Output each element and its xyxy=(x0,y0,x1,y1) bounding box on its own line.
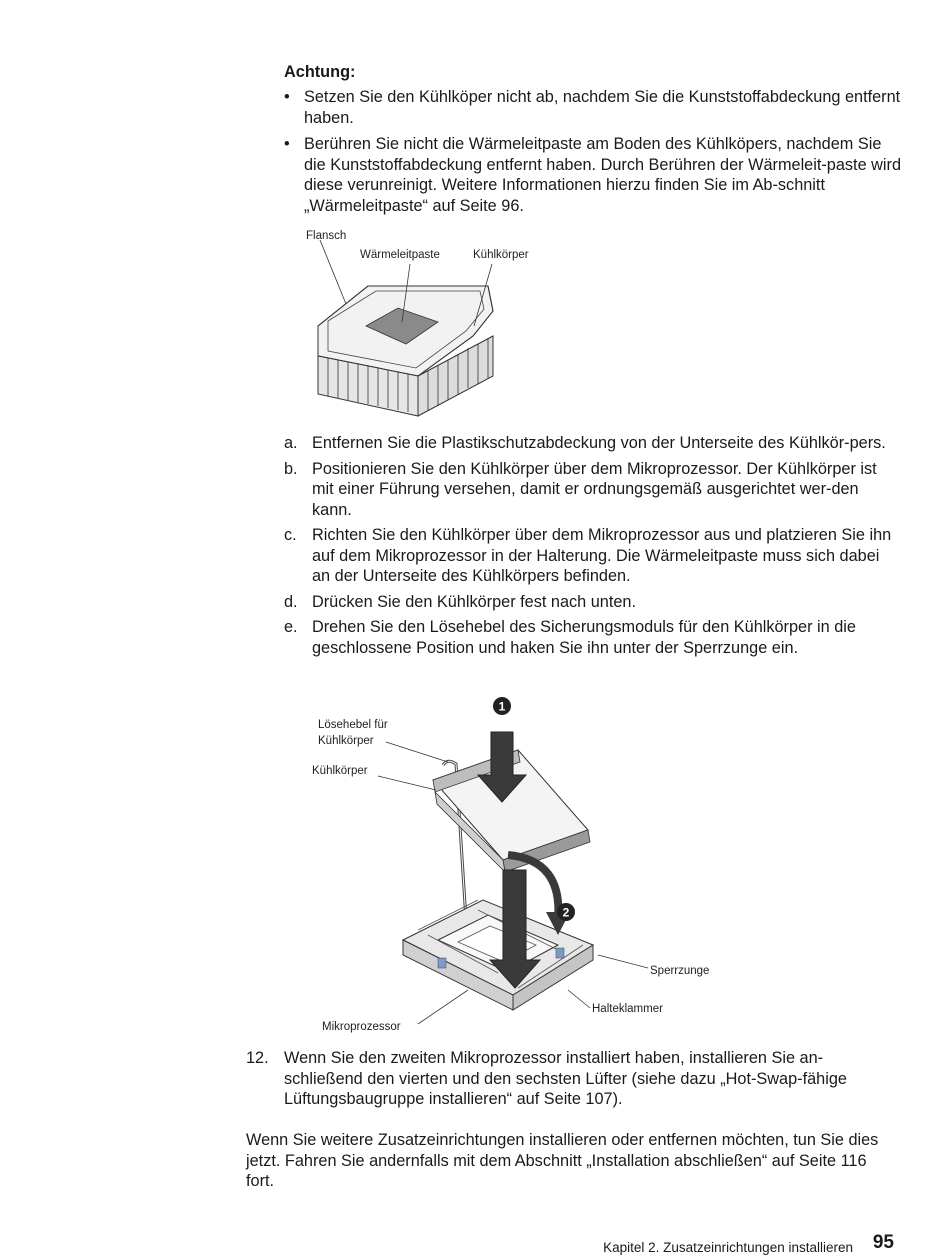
step-12 xyxy=(246,1048,896,1110)
step-list xyxy=(284,433,899,663)
page-number: 95 xyxy=(872,1232,894,1253)
heatsink-label: Kühlkörper xyxy=(473,249,529,261)
step-marker: d. xyxy=(284,592,298,611)
step-marker: a. xyxy=(284,434,298,452)
attention-heading: Achtung: xyxy=(284,63,356,81)
step-text: Drücken Sie den Kühlkörper fest nach unten. xyxy=(312,592,637,611)
attention-bullet: • Berühren Sie nicht die Wärmeleitpaste am Boden des Kühlköpers, nachdem Sie die Kunststoffabdeckung entfernt haben. Durch Berühren der Wärmeleit-paste wird diese verunreinigt. Weitere Informationen hierzu finden Sie im Ab-schnitt „Wärmeleitpaste“ auf Seite 96. xyxy=(284,134,904,216)
step-12-number: 12. xyxy=(246,1049,269,1067)
step-marker: b. xyxy=(284,459,298,478)
footer-chapter: Kapitel 2. Zusatzeinrichtungen installieren xyxy=(603,1240,853,1255)
step-text: Positionieren Sie den Kühlkörper über dem Mikroprozessor. Der Kühlkörper ist mit einer Führung versehen, damit er ordnungsgemäß ausgerichtet wer-den kann. xyxy=(312,459,877,519)
release-lever-label-2: Kühlkörper xyxy=(318,735,374,747)
step-item xyxy=(284,592,899,613)
step-text: Drehen Sie den Lösehebel des Sicherungsmoduls für den Kühlkörper in die geschlossene Position und haken Sie ihn unter der Sperrzunge ein. xyxy=(312,618,856,657)
release-lever-label: Lösehebel für xyxy=(318,719,388,731)
step-text: Richten Sie den Kühlkörper über dem Mikroprozessor aus und platzieren Sie ihn auf dem Mikroprozessor in der Halterung. Die Wärmeleitpaste muss sich dabei an der Unterseite des Kühlkörpers befinden. xyxy=(312,526,892,585)
heatsink-figure xyxy=(298,226,548,426)
step-marker: c. xyxy=(284,526,297,544)
callout-1: 1 xyxy=(498,699,506,714)
heatsink-install-figure xyxy=(308,690,728,1035)
thermal-paste-label: Wärmeleitpaste xyxy=(360,249,440,261)
step-item xyxy=(284,525,899,587)
step-marker: e. xyxy=(284,618,298,636)
step-text: Entfernen Sie die Plastikschutzabdeckung von der Unterseite des Kühlkör-pers. xyxy=(312,434,886,452)
closing-paragraph: Wenn Sie weitere Zusatzeinrichtungen installieren oder entfernen möchten, tun Sie dies jetzt. Fahren Sie andernfalls mit dem Abschnitt „Installation abschließen“ auf Seite 116 fort. xyxy=(246,1131,879,1190)
attention-bullet: • Setzen Sie den Kühlköper nicht ab, nachdem Sie die Kunststoffabdeckung entfernt haben. xyxy=(284,87,904,128)
step-12-text: Wenn Sie den zweiten Mikroprozessor installiert haben, installieren Sie an-schließend den vierten und den sechsten Lüfter (siehe dazu „Hot-Swap-fähige Lüftungsbaugruppe installieren“ auf Seite 107). xyxy=(284,1049,847,1108)
microprocessor-label: Mikroprozessor xyxy=(322,1021,401,1033)
step-item xyxy=(284,459,899,521)
locking-tab-label: Sperrzunge xyxy=(650,965,710,977)
heatsink-label: Kühlkörper xyxy=(312,765,368,777)
attention-list xyxy=(284,87,904,222)
callout-2: 2 xyxy=(562,905,570,920)
flange-label: Flansch xyxy=(306,230,347,242)
retainer-label: Halteklammer xyxy=(592,1003,663,1015)
step-item xyxy=(284,617,899,658)
step-item xyxy=(284,433,899,454)
